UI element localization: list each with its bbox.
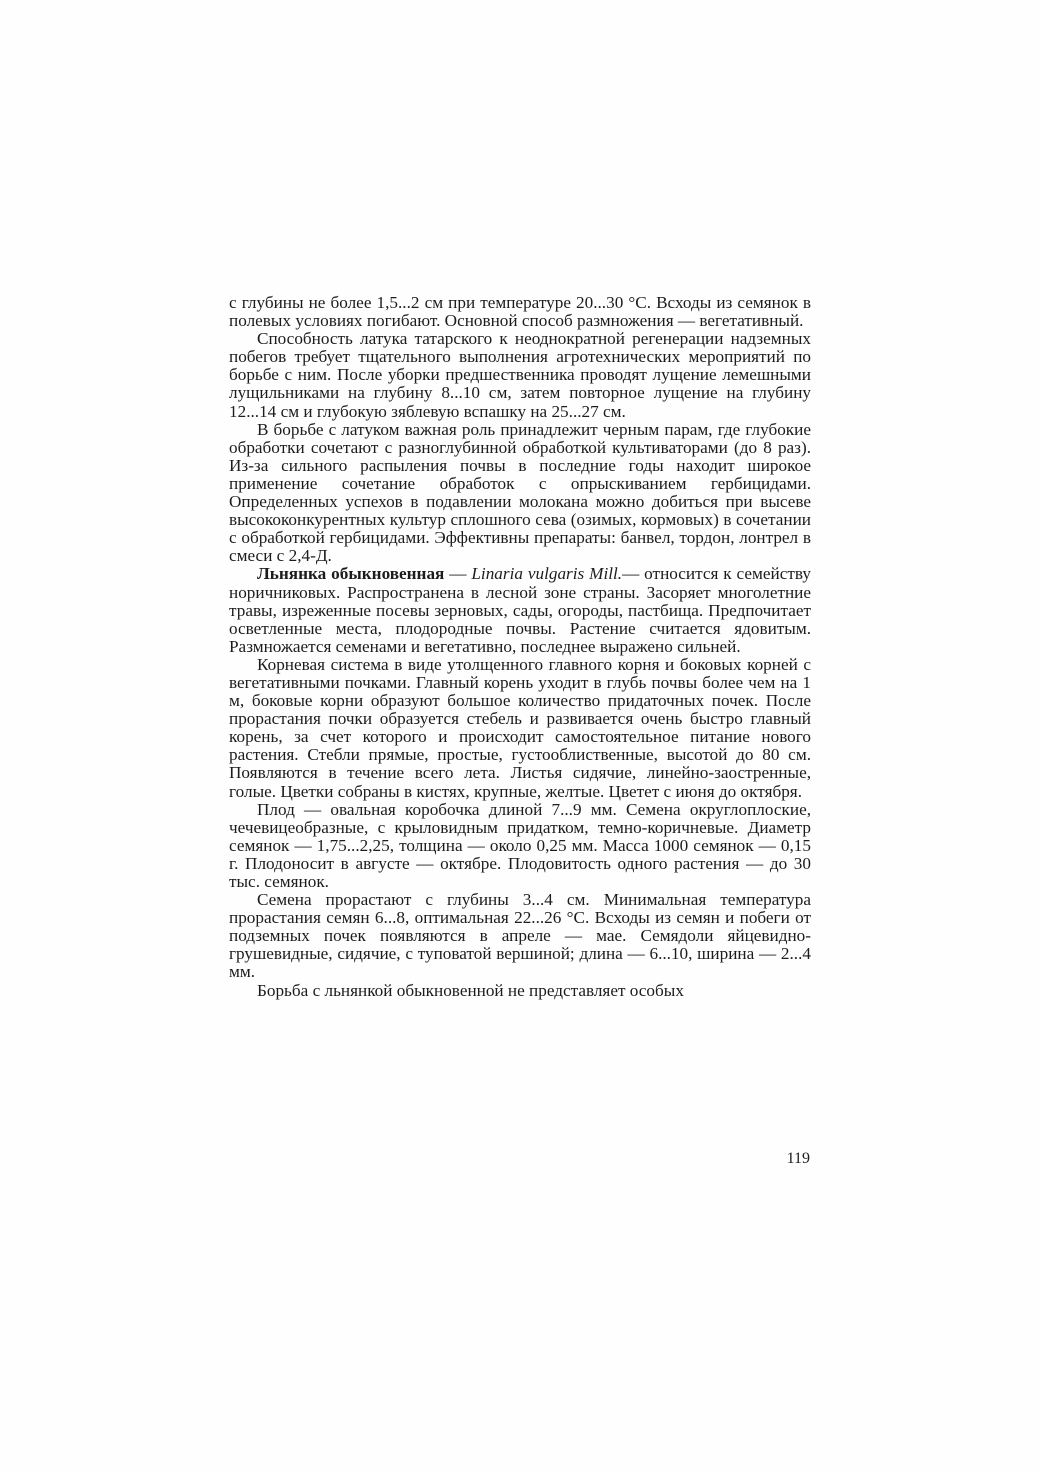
paragraph-3: В борьбе с латуком важная роль принадлежит черным парам, где глубокие обработки сочетают с разноглубинной обработкой культиваторами (до 8 раз). Из-за сильного распыления почвы в последние годы находит широкое применение сочетание обработок с опрыскиванием гербицидами. Определенных успехов в подавлении молокана можно добиться при высеве высококонкурентных культур сплошного сева (озимых, кормовых) в сочетании с обработкой гербицидами. Эффективны препараты: банвел, тордон, лонтрел в смеси с 2,4-Д. (229, 419, 811, 566)
paragraph-2: Способность латука татарского к неоднократной регенерации надземных побегов требует тщательного выполнения агротехнических мероприятий по борьбе с ним. После уборки предшественника проводят лущение лемешными лущильниками на глубину 8...10 см, затем повторное лущение на глубину 12...14 см и глубокую зяблевую вспашку на 25...27 см. (229, 329, 811, 421)
body-text (229, 294, 811, 1000)
paragraph-6: Плод — овальная коробочка длиной 7...9 мм. Семена округлоплоские, чечевицеобразные, с крыловидным придатком, темно-коричневые. Диаметр семянок — 1,75...2,25, толщина — около 0,25 мм. Масса 1000 семянок — 0,15 г. Плодоносит в августе — октябре. Плодовитость одного растения — до 30 тыс. семянок. (229, 799, 811, 891)
paragraph-1: с глубины не более 1,5...2 см при температуре 20...30 °С. Всходы из семянок в полевых условиях погибают. Основной способ размножения — вегетативный. (229, 293, 811, 331)
paragraph-4-text: — относится к семейству норичниковых. Распространена в лесной зоне страны. Засоряет многолетние травы, изреженные посевы зерновых, сады, огороды, пастбища. Предпочитает осветленные места, плодородные почвы. Растение считается ядовитым. Размножается семенами и вегетативно, последнее выражено сильней. (229, 564, 811, 656)
species-name: Льнянка обыкновенная (257, 564, 445, 584)
paragraph-4 (229, 565, 811, 655)
paragraph-7: Семена прорастают с глубины 3...4 см. Минимальная температура прорастания семян 6...8, оптимальная 22...26 °С. Всходы из семян и побеги от подземных почек появляются в апреле — мае. Семядоли яйцевидно-грушевидные, сидячие, с туповатой вершиной; длина — 6...10, ширина — 2...4 мм. (229, 890, 811, 982)
species-dash: — (444, 564, 472, 584)
paragraph-8: Борьба с льнянкой обыкновенной не представляет особых (257, 980, 684, 1000)
page-number: 119 (786, 1150, 810, 1167)
latin-name: Linaria vulgaris Mill. (471, 564, 623, 584)
paragraph-5: Корневая система в виде утолщенного главного корня и боковых корней с вегетативными почками. Главный корень уходит в глубь почвы более чем на 1 м, боковые корни образуют большое количество придаточных почек. После прорастания почки образуется стебель и развивается очень быстро главный корень, за счет которого и происходит самостоятельное питание нового растения. Стебли прямые, простые, густооблиственные, высотой до 80 см. Появляются в течение всего лета. Листья сидячие, линейно-заостренные, голые. Цветки собраны в кистях, крупные, желтые. Цветет с июня до октября. (229, 654, 811, 801)
